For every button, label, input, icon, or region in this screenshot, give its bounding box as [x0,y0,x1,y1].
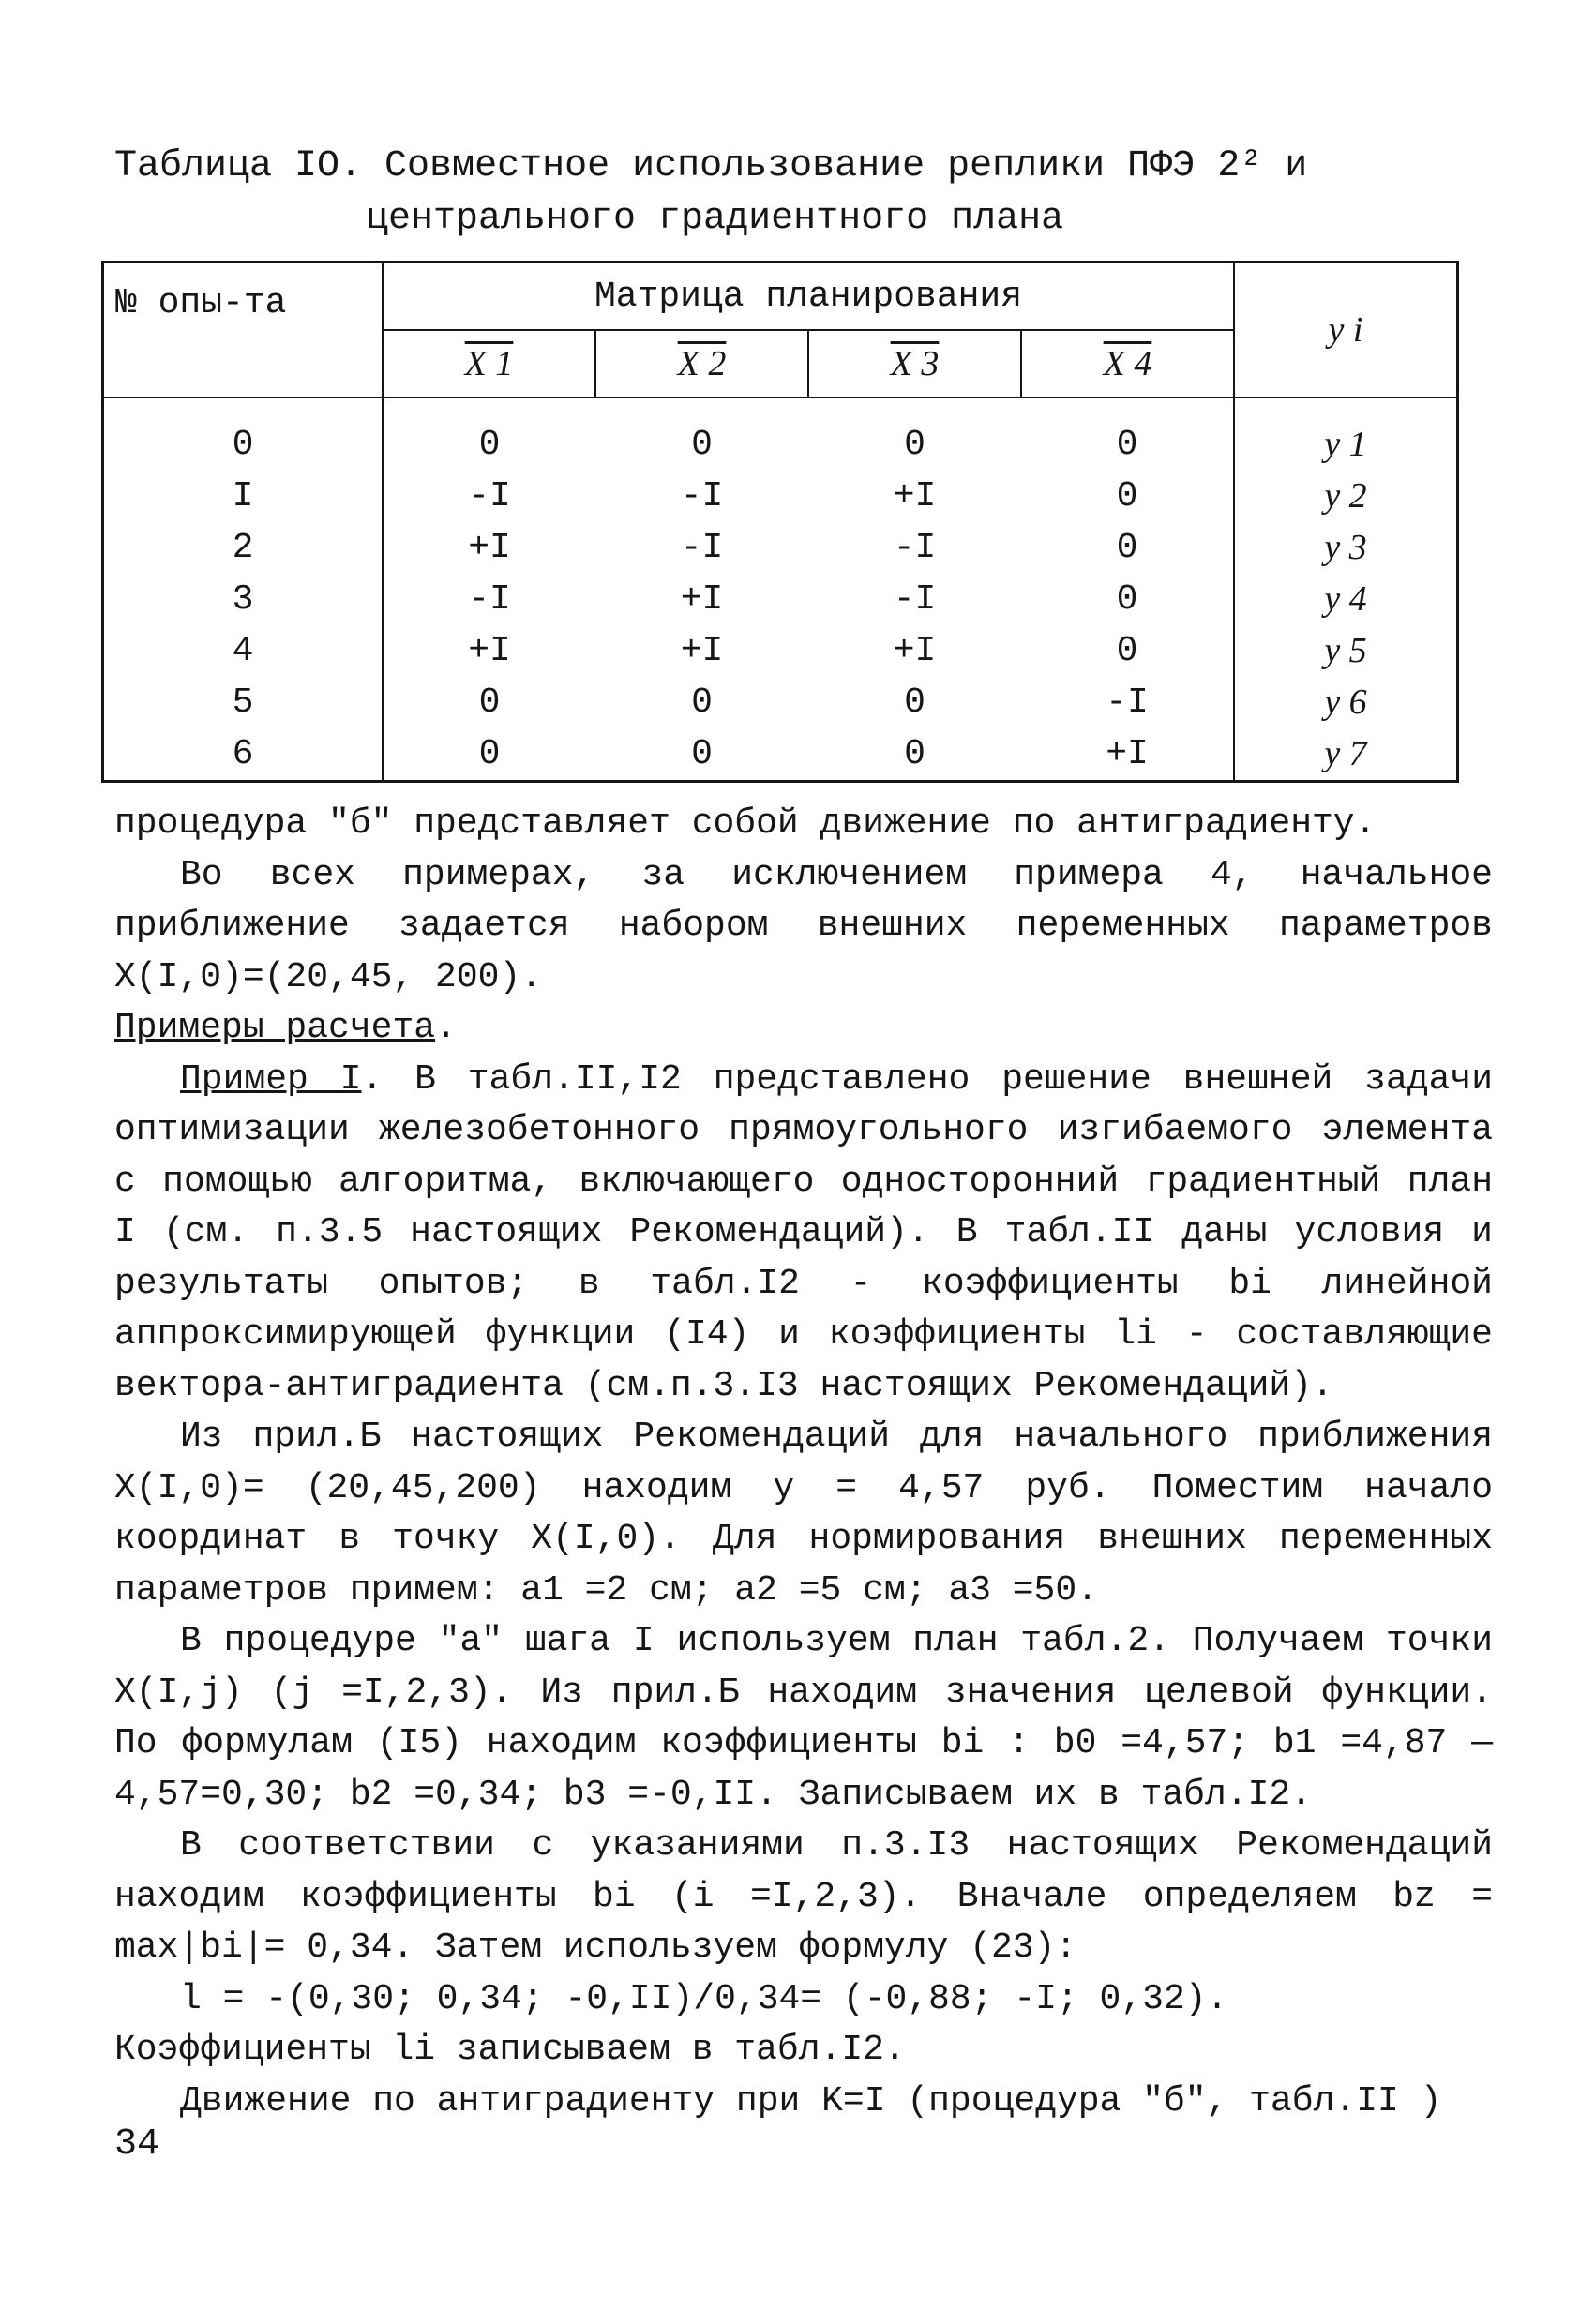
table-row [103,397,1458,471]
cell-x3: -I [893,528,937,568]
cell-x2: -I [680,528,724,568]
cell-x1: 0 [478,425,501,465]
formula-l: l = -(0,30; 0,34; -0,II)/0,34= (-0,88; -I; 0,32). [180,1978,1228,2019]
table-row [103,677,1458,728]
design-matrix-table [101,261,1459,783]
cell-y: y 7 [1234,728,1458,782]
cell-x3: -I [893,579,937,620]
cell-y: y 1 [1234,397,1458,471]
cell-x1: -I [468,579,511,620]
cell-x1: +I [468,631,511,671]
example-1-text: . В табл.II,I2 представлено решение внешней задачи оптимизации железобетонного прямоугольного изгибаемого элемента с помощью алгоритма, включающего односторонний градиентный план I (см. п.3.5 настоящих Рекомендаций). В табл.II даны условия и результаты опытов; в табл.I2 - коэффициенты bi линейной аппроксимирующей функции (I4) и коэффициенты li - составляющие вектора-антиградиента (см.п.3.I3 настоящих Рекомендаций). [114,1058,1493,1406]
table-row [103,728,1458,782]
table-body [103,397,1458,782]
table-row [103,625,1458,677]
cell-x4: 0 [1116,579,1138,620]
paragraph-initial-approximation: Во всех примерах, за исключением примера 4, начальное приближение задается набором внешних переменных параметров X(I,0)=(20,45, 200). [114,854,1493,997]
header-x4: X 4 [1021,330,1234,397]
page-number: 34 [114,2123,160,2166]
cell-x1: 0 [478,734,501,774]
cell-y: y 4 [1234,574,1458,625]
cell-x3: 0 [904,682,925,723]
header-x1: X 1 [383,330,595,397]
cell-num: 3 [103,574,384,625]
table-row [103,471,1458,522]
paragraph-coefficients: В соответствии с указаниями п.3.I3 настоящих Рекомендаций находим коэффициенты bi (i =I,2,3). Вначале определяем bz = max|bi|= 0,34. Затем используем формулу (23): [114,1825,1493,1968]
cell-x2: 0 [691,734,713,774]
table-row [103,522,1458,574]
paragraph-procedure-b: процедура "б" представляет собой движение по антиградиенту. [114,803,1377,844]
cell-y: y 5 [1234,625,1458,677]
cell-x1: -I [468,476,511,517]
cell-x4: 0 [1116,425,1138,465]
header-x3: X 3 [808,330,1021,397]
examples-heading: Примеры расчета [114,1008,436,1048]
cell-x3: 0 [904,734,925,774]
paragraph-appendix-b: Из прил.Б настоящих Рекомендаций для начального приближения X(I,0)= (20,45,200) находим y = 4,57 руб. Поместим начало координат в точку X(I,0). Для нормирования внешних переменных параметров примем: a1 =2 см; a2 =5 см; a3 =50. [114,1417,1493,1611]
table-caption [114,141,1307,246]
header-experiment-number: № опы-та [103,262,384,398]
cell-num: 0 [103,397,384,471]
header-planning-matrix: Матрица планирования [383,262,1234,331]
cell-y: y 6 [1234,677,1458,728]
cell-num: 5 [103,677,384,728]
header-x2: X 2 [595,330,808,397]
cell-x1: 0 [478,682,501,723]
caption-line-2: центрального градиентного плана [366,198,1064,240]
caption-line-1: Таблица IO. Совместное использование реплики ПФЭ 2² и [114,145,1308,187]
cell-x2: +I [680,579,724,620]
cell-x2: 0 [691,682,713,723]
paragraph-example-1 [114,1055,1493,1413]
cell-x2: +I [680,631,724,671]
cell-num: I [103,471,384,522]
cell-num: 4 [103,625,384,677]
cell-num: 6 [103,728,384,782]
cell-x4: 0 [1116,631,1138,671]
cell-x4: 0 [1116,476,1138,517]
cell-x3: 0 [904,425,925,465]
cell-x2: -I [680,476,724,517]
cell-x3: +I [893,631,937,671]
paragraph-li-record: Коэффициенты li записываем в табл.I2. [114,2030,906,2070]
cell-x4: +I [1106,734,1149,774]
paragraph-procedure-a: В процедуре "а" шага I используем план табл.2. Получаем точки X(I,j) (j =I,2,3). Из прил.Б находим значения целевой функции. По формулам (I5) находим коэффициенты bi : b0 =4,57; b1 =4,87 — 4,57=0,30; b2 =0,34; b3 =-0,II. Записываем их в табл.I2. [114,1621,1493,1815]
cell-y: y 2 [1234,471,1458,522]
cell-x2: 0 [691,425,713,465]
cell-x3: +I [893,476,937,517]
cell-x4: 0 [1116,528,1138,568]
cell-y: y 3 [1234,522,1458,574]
body-text [114,799,1493,2127]
example-1-label: Пример I [180,1058,362,1100]
paragraph-antigradient-move: Движение по антиградиенту при K=I (процедура "б", табл.II ) [180,2080,1442,2122]
cell-x4: -I [1106,682,1149,723]
cell-num: 2 [103,522,384,574]
section-heading: Примеры расчета. [114,1008,457,1048]
header-response-y: y i [1234,262,1458,398]
table-row [103,574,1458,625]
cell-x1: +I [468,528,511,568]
